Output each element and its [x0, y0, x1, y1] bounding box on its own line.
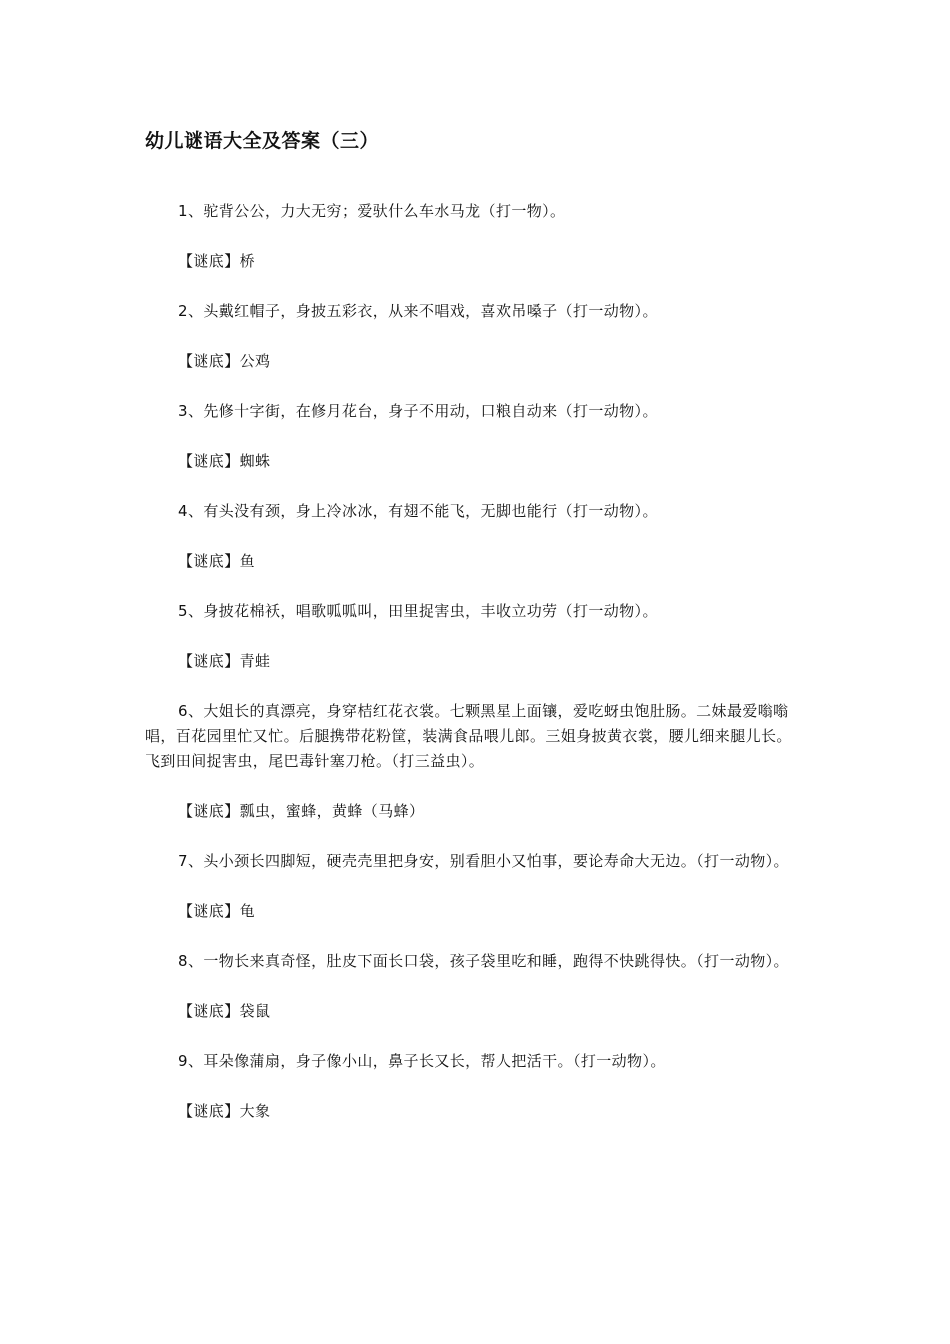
riddle-answer: 【谜底】公鸡 — [178, 352, 271, 370]
riddle-answer: 【谜底】瓢虫，蜜蜂，黄蜂（马蜂） — [178, 802, 425, 820]
riddle-answer: 【谜底】青蛙 — [178, 652, 271, 670]
riddle-answer: 【谜底】桥 — [178, 252, 256, 270]
riddle-question: 6、大姐长的真漂亮，身穿桔红花衣裳。七颗黑星上面镶，爱吃蚜虫饱肚肠。二妹最爱嗡嗡唱，百花园里忙又忙。后腿携带花粉筐，装满食品喂儿郎。三姐身披黄衣裳，腰儿细来腿儿长。飞到田间捉害虫，尾巴毒针塞刀枪。（打三益虫）。 — [145, 702, 792, 770]
riddle-list — [145, 199, 795, 1149]
riddle-question: 7、头小颈长四脚短，硬壳壳里把身安，别看胆小又怕事，要论寿命大无边。（打一动物）。 — [178, 852, 789, 870]
riddle-answer: 【谜底】蜘蛛 — [178, 452, 271, 470]
riddle-question: 8、一物长来真奇怪，肚皮下面长口袋，孩子袋里吃和睡，跑得不快跳得快。（打一动物）。 — [178, 952, 789, 970]
riddle-question: 5、身披花棉袄，唱歌呱呱叫，田里捉害虫，丰收立功劳（打一动物）。 — [178, 602, 658, 620]
riddle-question: 3、先修十字街，在修月花台，身子不用动，口粮自动来（打一动物）。 — [178, 402, 658, 420]
riddle-question: 2、头戴红帽子，身披五彩衣，从来不唱戏，喜欢吊嗓子（打一动物）。 — [178, 302, 658, 320]
riddle-question: 4、有头没有颈，身上冷冰冰，有翅不能飞，无脚也能行（打一动物）。 — [178, 502, 658, 520]
riddle-answer: 【谜底】大象 — [178, 1102, 271, 1120]
riddle-question: 1、驼背公公，力大无穷；爱驮什么车水马龙（打一物）。 — [178, 202, 566, 220]
page-title: 幼儿谜语大全及答案（三） — [145, 130, 380, 152]
riddle-answer: 【谜底】袋鼠 — [178, 1002, 271, 1020]
riddle-answer: 【谜底】龟 — [178, 902, 256, 920]
riddle-question: 9、耳朵像蒲扇，身子像小山，鼻子长又长，帮人把活干。（打一动物）。 — [178, 1052, 666, 1070]
riddle-answer: 【谜底】鱼 — [178, 552, 256, 570]
